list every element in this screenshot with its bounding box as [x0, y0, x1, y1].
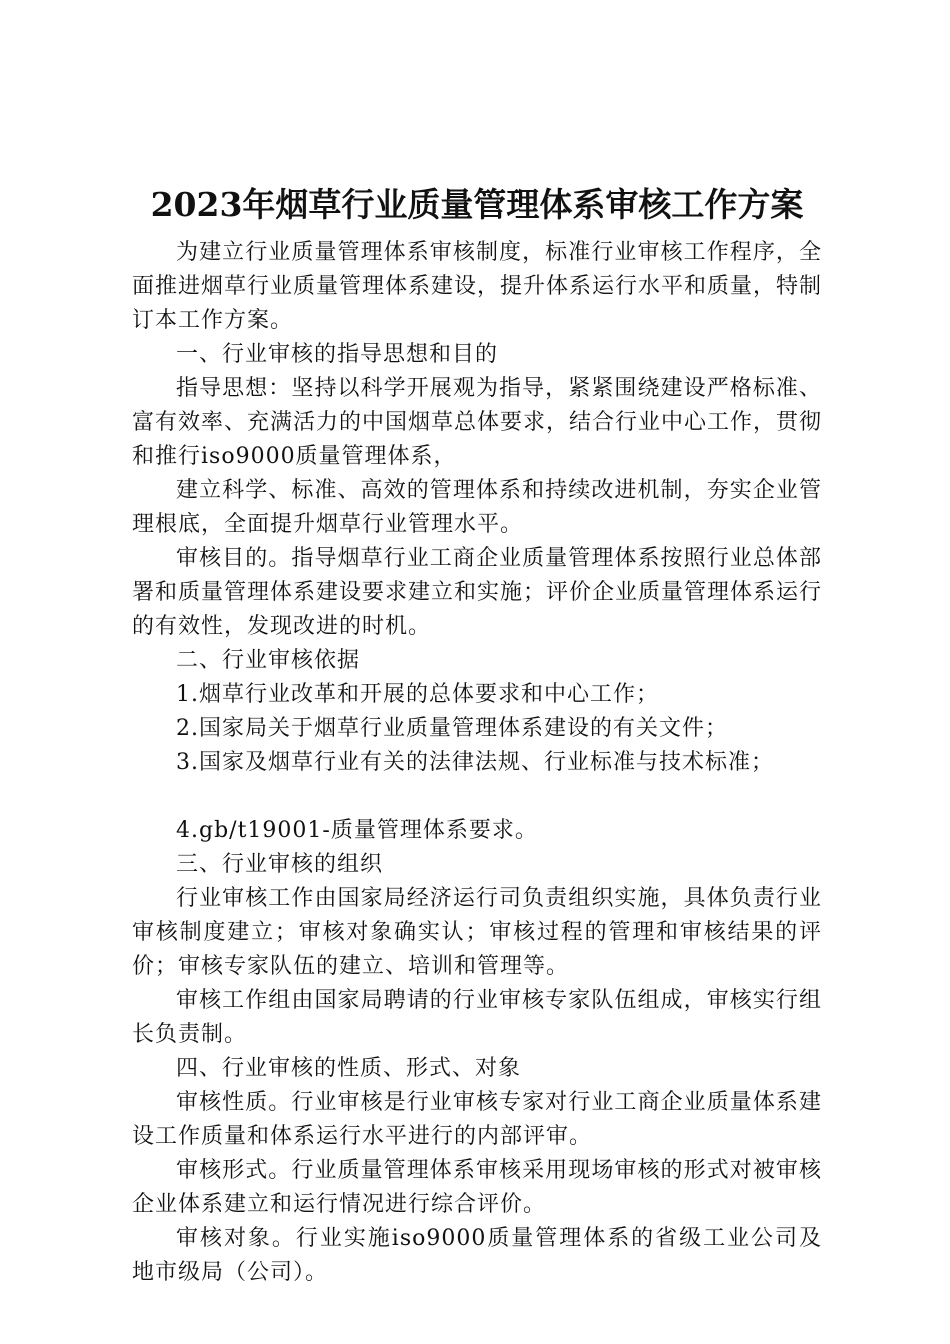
basis-item-2: 2.国家局关于烟草行业质量管理体系建设的有关文件；: [176, 716, 728, 741]
audit-form-paragraph: 审核形式。行业质量管理体系审核采用现场审核的形式对被审核企业体系建立和运行情况进行综合评价。: [132, 1158, 822, 1217]
audit-nature-paragraph: 审核性质。行业审核是行业审核专家对行业工商企业质量体系建设工作质量和体系运行水平进行的内部评审。: [132, 1090, 822, 1149]
blank-line: [132, 780, 822, 814]
mechanism-paragraph: 建立科学、标准、高效的管理体系和持续改进机制，夯实企业管理根底，全面提升烟草行业管理水平。: [132, 478, 822, 537]
intro-paragraph: 为建立行业质量管理体系审核制度，标准行业审核工作程序，全面推进烟草行业质量管理体系建设，提升体系运行水平和质量，特制订本工作方案。: [132, 240, 823, 333]
basis-item-1: 1.烟草行业改革和开展的总体要求和中心工作；: [176, 682, 659, 707]
section-heading-4: 四、行业审核的性质、形式、对象: [176, 1056, 522, 1081]
section-heading-3: 三、行业审核的组织: [176, 852, 384, 877]
document-page: [132, 178, 822, 1290]
audit-purpose-paragraph: 审核目的。指导烟草行业工商企业质量管理体系按照行业总体部署和质量管理体系建设要求建立和实施；评价企业质量管理体系运行的有效性，发现改进的时机。: [132, 546, 823, 639]
audit-team-paragraph: 审核工作组由国家局聘请的行业审核专家队伍组成，审核实行组长负责制。: [132, 988, 822, 1047]
basis-item-3: 3.国家及烟草行业有关的法律法规、行业标准与技术标准；: [176, 750, 774, 775]
document-title: 2023年烟草行业质量管理体系审核工作方案: [150, 185, 804, 224]
section-heading-1: 一、行业审核的指导思想和目的: [176, 342, 499, 367]
audit-object-paragraph: 审核对象。行业实施iso9000质量管理体系的省级工业公司及地市级局（公司）。: [132, 1226, 822, 1285]
section-heading-2: 二、行业审核依据: [176, 648, 361, 673]
organization-paragraph: 行业审核工作由国家局经济运行司负责组织实施，具体负责行业审核制度建立；审核对象确实认；审核过程的管理和审核结果的评价；审核专家队伍的建立、培训和管理等。: [132, 886, 822, 979]
basis-item-4: 4.gb/t19001-质量管理体系要求。: [176, 818, 538, 843]
guiding-thought-paragraph: 指导思想：坚持以科学开展观为指导，紧紧围绕建设严格标准、富有效率、充满活力的中国烟草总体要求，结合行业中心工作，贯彻和推行iso9000质量管理体系，: [132, 376, 823, 469]
